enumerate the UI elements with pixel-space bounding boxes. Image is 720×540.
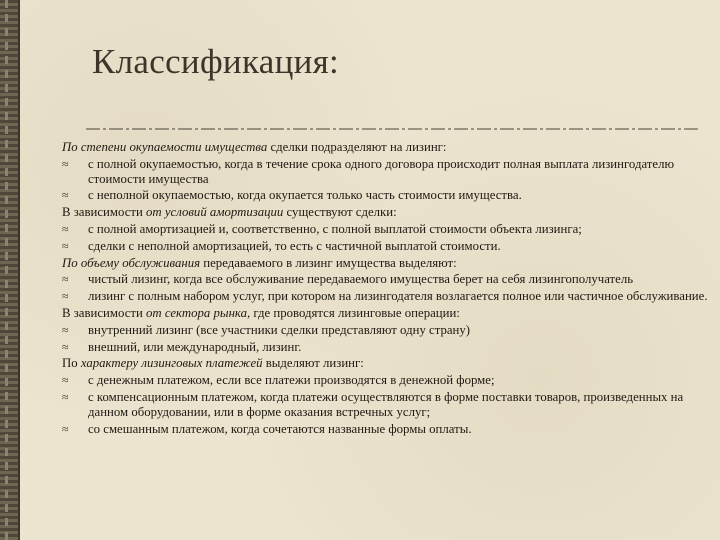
paragraph	[62, 140, 712, 155]
bullet-item	[62, 272, 712, 287]
text-run: со смешанным платежом, когда сочетаются названные формы оплаты.	[88, 421, 472, 436]
emphasis-text: По степени окупаемости имущества	[62, 140, 268, 154]
text-run: с неполной окупаемостью, когда окупается только часть стоимости имущества.	[88, 188, 522, 203]
paragraph	[62, 256, 712, 271]
bullet-item	[62, 390, 712, 420]
bullet-item	[62, 222, 712, 237]
emphasis-text: от условий амортизации	[146, 205, 284, 220]
emphasis-text: от сектора рынка,	[146, 305, 251, 320]
wave-bullet-icon: ≈	[62, 339, 69, 354]
text-run: существуют сделки:	[283, 205, 397, 220]
text-run: лизинг с полным набором услуг, при котором на лизингодателя возлагается полное или частичное обслуживание.	[88, 289, 708, 304]
wave-bullet-icon: ≈	[62, 421, 69, 436]
emphasis-text: характеру лизинговых платежей	[80, 356, 263, 371]
bullet-item	[62, 289, 712, 304]
text-run: В зависимости	[62, 205, 147, 220]
text-run: с компенсационным платежом, когда платежи осуществляются в форме поставки товаров, произведенных на данном оборудовании, или в форме оказания встречных услуг;	[88, 389, 684, 419]
paragraph	[62, 205, 712, 220]
wave-bullet-icon: ≈	[62, 373, 69, 388]
bullet-item	[62, 188, 712, 203]
wave-bullet-icon: ≈	[62, 238, 69, 253]
text-run: с денежным платежом, если все платежи производятся в денежной форме;	[88, 373, 495, 388]
paragraph	[62, 356, 712, 371]
bullet-item	[62, 239, 712, 254]
text-run: где проводятся лизинговые операции:	[250, 305, 460, 320]
slide-left-border	[0, 0, 20, 540]
wave-bullet-icon: ≈	[62, 221, 69, 236]
text-run: чистый лизинг, когда все обслуживание передаваемого имущества берет на себя лизингополучатель	[88, 272, 634, 287]
paragraph	[62, 306, 712, 321]
text-run: выделяют лизинг:	[262, 356, 364, 371]
text-run: передаваемого в лизинг имущества выделяют:	[200, 255, 457, 270]
text-run: внутренний лизинг (все участники сделки представляют одну страну)	[88, 322, 471, 337]
text-run: сделки подразделяют на лизинг:	[267, 140, 447, 154]
text-run: с полной окупаемостью, когда в течение срока одного договора происходит полная выплата лизингодателю стоимости имущества	[88, 156, 675, 186]
wave-bullet-icon: ≈	[62, 322, 69, 337]
bullet-item	[62, 373, 712, 388]
wave-bullet-icon: ≈	[62, 289, 69, 304]
text-run: По	[62, 356, 81, 371]
wave-bullet-icon: ≈	[62, 389, 69, 404]
text-run: В зависимости	[62, 305, 147, 320]
bullet-item	[62, 323, 712, 338]
emphasis-text: По объему обслуживания	[62, 255, 201, 270]
title-divider	[86, 126, 698, 132]
text-run: сделки с неполной амортизацией, то есть с частичной выплатой стоимости.	[88, 238, 501, 253]
bullet-item	[62, 157, 712, 187]
slide-body	[62, 140, 712, 438]
bullet-item	[62, 340, 712, 355]
bullet-item	[62, 422, 712, 437]
text-run: с полной амортизацией и, соответственно, с полной выплатой стоимости объекта лизинга;	[88, 221, 582, 236]
text-run: внешний, или международный, лизинг.	[88, 339, 302, 354]
wave-bullet-icon: ≈	[62, 188, 69, 203]
slide-title: Классификация:	[92, 42, 340, 81]
wave-bullet-icon: ≈	[62, 156, 69, 171]
wave-bullet-icon: ≈	[62, 272, 69, 287]
